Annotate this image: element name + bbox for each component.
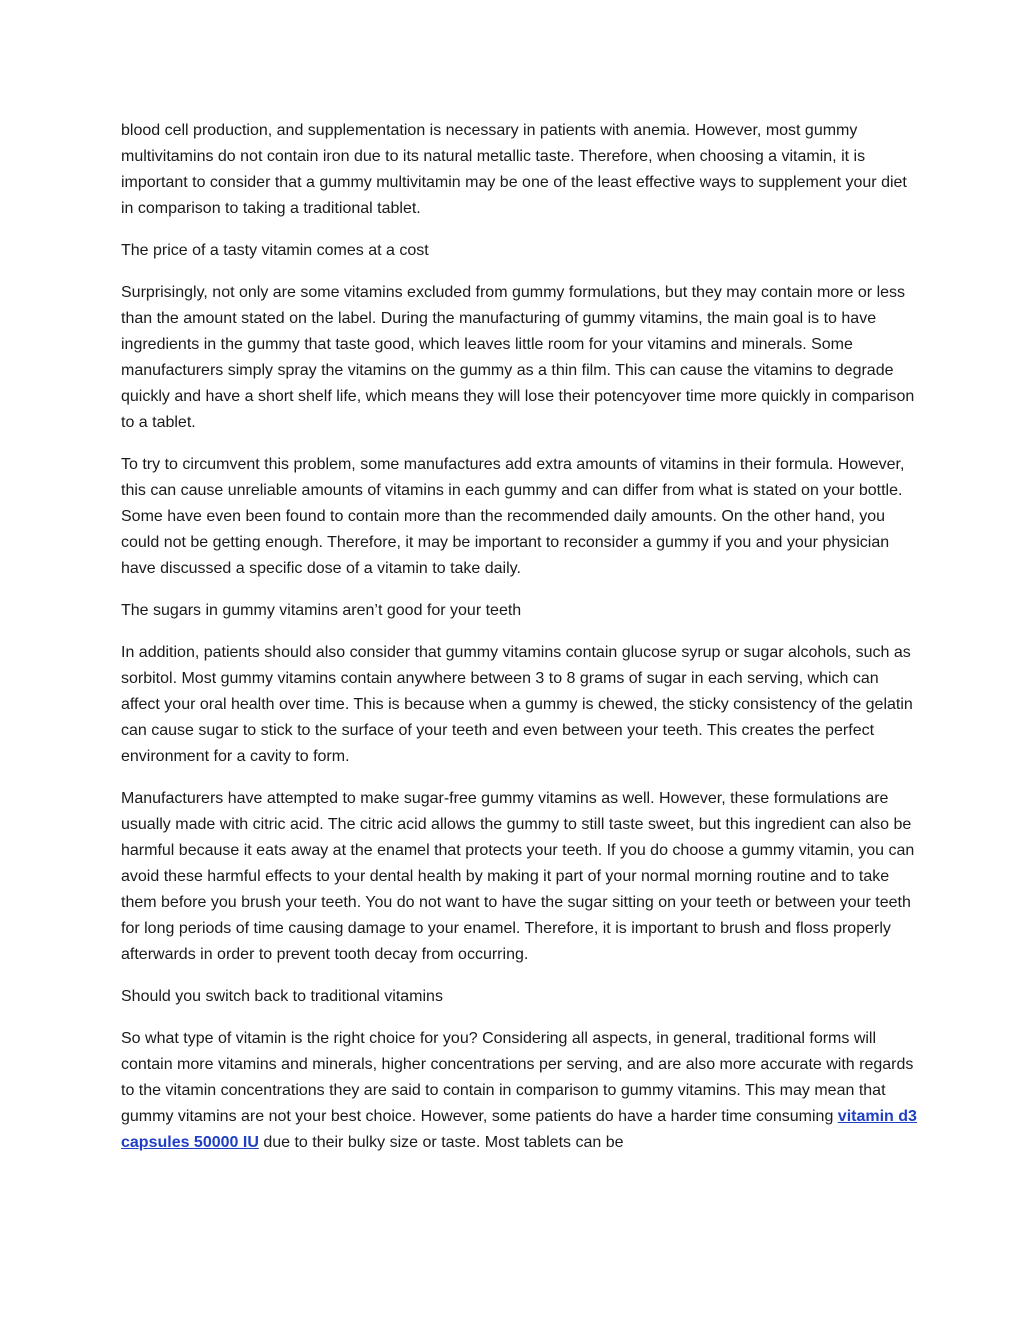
heading-switch-back: Should you switch back to traditional vitamins	[121, 988, 443, 1005]
paragraph-right-choice	[121, 1026, 921, 1156]
paragraph-anemia-iron: blood cell production, and supplementation is necessary in patients with anemia. However, most gummy multivitamins do not contain iron due to its natural metallic taste. Therefore, when choosing a vitamin, it is important to consider that a gummy multivitamin may be one of the least effective ways to supplement your diet in comparison to taking a traditional tablet.	[121, 122, 907, 217]
paragraph-manufacturing: Surprisingly, not only are some vitamins excluded from gummy formulations, but they may contain more or less than the amount stated on the label. During the manufacturing of gummy vitamins, the main goal is to have ingredients in the gummy that taste good, which leaves little room for your vitamins and minerals. Some manufacturers simply spray the vitamins on the gummy as a thin film. This can cause the vitamins to degrade quickly and have a short shelf life, which means they will lose their potencyover time more quickly in comparison to a tablet.	[121, 284, 915, 431]
paragraph-circumvent-problem: To try to circumvent this problem, some manufactures add extra amounts of vitamins in their formula. However, this can cause unreliable amounts of vitamins in each gummy and can differ from what is stated on your bottle. Some have even been found to contain more than the recommended daily amounts. On the other hand, you could not be getting enough. Therefore, it may be important to reconsider a gummy if you and your physician have discussed a specific dose of a vitamin to take daily.	[121, 456, 905, 577]
paragraph-right-choice-text-after: due to their bulky size or taste. Most tablets can be	[258, 1134, 624, 1151]
heading-sugars-teeth: The sugars in gummy vitamins aren’t good for your teeth	[121, 602, 522, 619]
paragraph-sugar-free: Manufacturers have attempted to make sugar-free gummy vitamins as well. However, these formulations are usually made with citric acid. The citric acid allows the gummy to still taste sweet, but this ingredient can also be harmful because it eats away at the enamel that protects your teeth. If you do choose a gummy vitamin, you can avoid these harmful effects to your dental health by making it part of your normal morning routine and to take them before you brush your teeth. You do not want to have the sugar sitting on your teeth or between your teeth for long periods of time causing damage to your enamel. Therefore, it is important to brush and floss properly afterwards in order to prevent tooth decay from occurring.	[121, 790, 915, 963]
heading-price-of-tasty-vitamin: The price of a tasty vitamin comes at a cost	[121, 242, 429, 259]
paragraph-glucose-syrup: In addition, patients should also consider that gummy vitamins contain glucose syrup or sugar alcohols, such as sorbitol. Most gummy vitamins contain anywhere between 3 to 8 grams of sugar in each serving, which can affect your oral health over time. This is because when a gummy is chewed, the sticky consistency of the gelatin can cause sugar to stick to the surface of your teeth and even between your teeth. This creates the perfect environment for a cavity to form.	[121, 644, 913, 765]
document-page	[121, 118, 921, 1172]
paragraph-right-choice-text-before: So what type of vitamin is the right choice for you? Considering all aspects, in general, traditional forms will contain more vitamins and minerals, higher concentrations per serving, and are also more accurate with regards to the vitamin concentrations they are said to contain in comparison to gummy vitamins. This may mean that gummy vitamins are not your best choice. However, some patients do have a harder time consuming	[121, 1030, 914, 1125]
vitamin-d3-link[interactable]: vitamin d3 capsules 50000 IU	[121, 1108, 917, 1151]
